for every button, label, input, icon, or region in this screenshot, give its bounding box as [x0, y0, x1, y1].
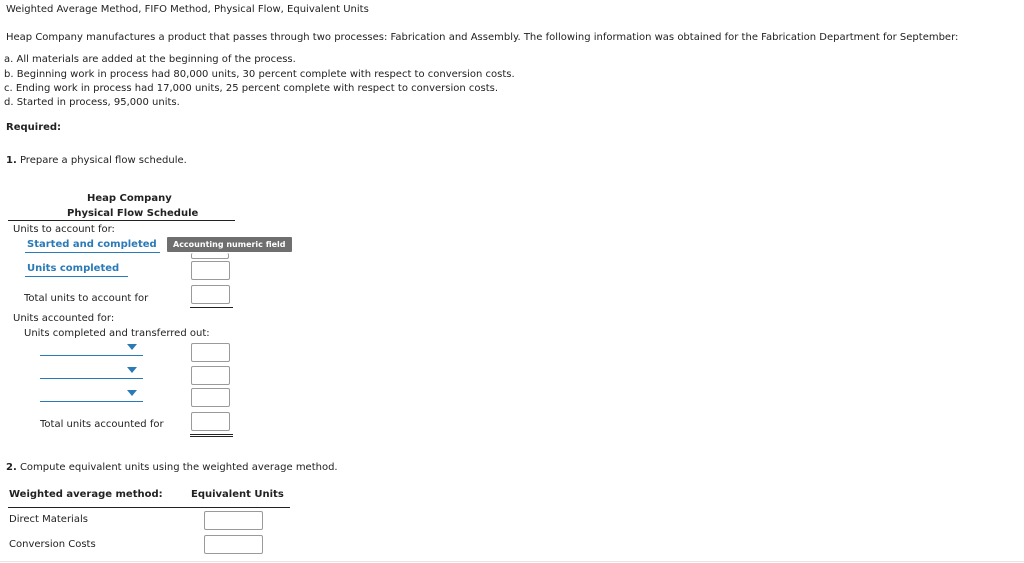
equivalent-units-rule	[8, 507, 290, 508]
accounted-dropdown-2[interactable]	[40, 364, 143, 379]
problem-intro: Heap Company manufactures a product that passes through two processes: Fabrication and Assembly. The following information was obtained for the Fabrication Department for September:	[6, 32, 959, 43]
chevron-down-icon	[127, 344, 137, 350]
total-to-account-rule	[190, 307, 233, 308]
part2-prompt	[6, 462, 338, 473]
accounted-input-3[interactable]	[191, 388, 230, 407]
required-label: Required:	[6, 122, 62, 133]
accounted-input-1[interactable]	[191, 343, 230, 362]
units-to-account-for-label: Units to account for:	[13, 224, 115, 235]
problem-item-c: c. Ending work in process had 17,000 units, 25 percent complete with respect to conversion costs.	[4, 83, 499, 94]
accounted-dropdown-3[interactable]	[40, 387, 143, 402]
direct-materials-input[interactable]	[204, 511, 263, 530]
accounted-input-2[interactable]	[191, 366, 230, 385]
conversion-costs-label: Conversion Costs	[9, 539, 96, 550]
units-completed-link[interactable]: Units completed	[27, 263, 120, 274]
total-units-accounted-label: Total units accounted for	[40, 419, 164, 430]
page-title: Weighted Average Method, FIFO Method, Physical Flow, Equivalent Units	[6, 4, 369, 15]
total-accounted-rule-1	[190, 434, 233, 435]
accounting-numeric-tooltip: Accounting numeric field	[167, 237, 292, 252]
total-units-to-account-input[interactable]	[191, 285, 230, 304]
total-units-accounted-input[interactable]	[191, 412, 230, 431]
started-and-completed-link[interactable]: Started and completed	[27, 239, 157, 250]
part2-prompt-text: Compute equivalent units using the weighted average method.	[19, 462, 338, 473]
chevron-down-icon	[127, 390, 137, 396]
chevron-down-icon	[127, 367, 137, 373]
problem-item-d: d. Started in process, 95,000 units.	[4, 97, 180, 108]
problem-item-b: b. Beginning work in process had 80,000 units, 30 percent complete with respect to conversion costs.	[4, 69, 515, 80]
units-completed-input[interactable]	[191, 261, 230, 280]
units-completed-transferred-label: Units completed and transferred out:	[24, 328, 210, 339]
weighted-average-method-label: Weighted average method:	[9, 489, 163, 500]
started-completed-input[interactable]	[191, 253, 229, 259]
accounted-dropdown-1[interactable]	[40, 341, 143, 356]
part1-prompt-text: Prepare a physical flow schedule.	[19, 155, 187, 166]
page-bottom-rule	[0, 561, 1024, 562]
part2-number: 2.	[6, 462, 17, 473]
direct-materials-label: Direct Materials	[9, 514, 88, 525]
equivalent-units-header: Equivalent Units	[191, 489, 284, 500]
total-accounted-rule-2	[190, 436, 233, 437]
company-name: Heap Company	[87, 193, 172, 204]
problem-item-a: a. All materials are added at the beginning of the process.	[4, 54, 296, 65]
part1-number: 1.	[6, 155, 17, 166]
schedule-title: Physical Flow Schedule	[67, 208, 199, 219]
units-accounted-for-label: Units accounted for:	[13, 313, 115, 324]
total-units-to-account-label: Total units to account for	[24, 293, 149, 304]
units-completed-underline	[25, 276, 128, 277]
part1-prompt	[6, 155, 187, 166]
conversion-costs-input[interactable]	[204, 535, 263, 554]
schedule-header-rule	[8, 220, 235, 221]
started-and-completed-underline	[25, 252, 160, 253]
